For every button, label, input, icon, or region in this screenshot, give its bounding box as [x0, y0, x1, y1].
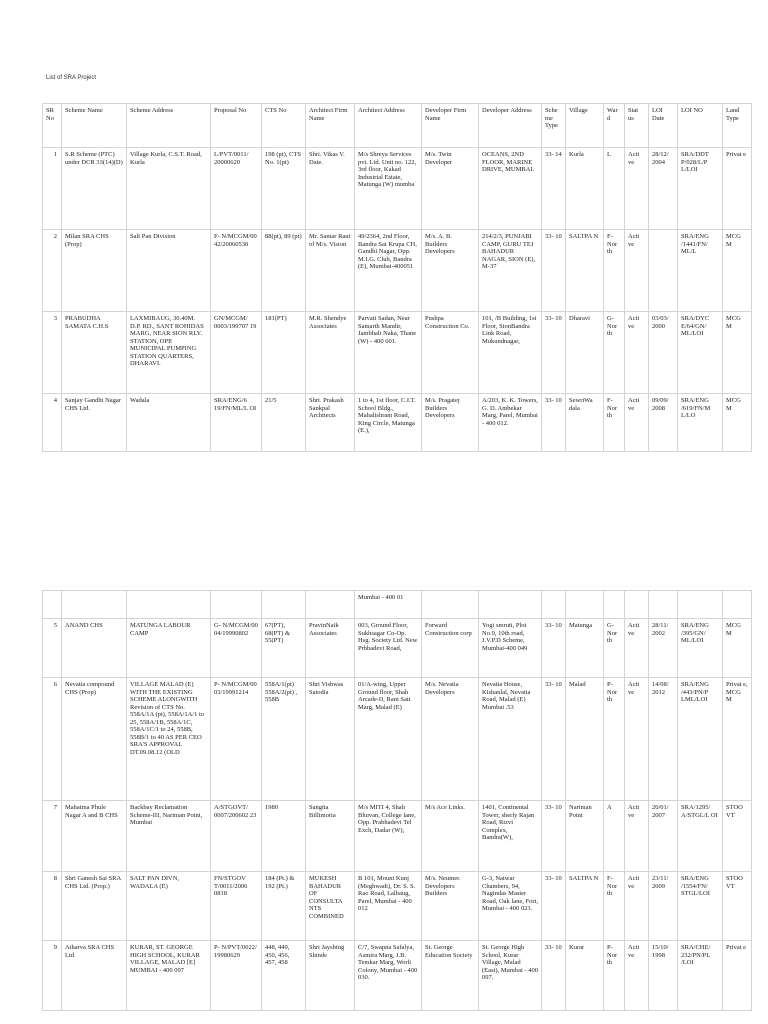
cell-proposal-no: GN/MCGM/ 0003/199707 19 — [211, 312, 262, 394]
cell-proposal-no: P- N/PVT/0022/ 19980629 — [211, 941, 262, 1011]
cell-sr: 3 — [43, 312, 62, 394]
cell-status: Acti ve — [625, 801, 649, 872]
cell-village: Malad — [566, 678, 604, 801]
cell-cts-no: 184 (Pt.) & 192 (Pt.) — [262, 872, 306, 941]
cell-land-type: MCG M — [723, 230, 752, 312]
cell-architect-address: 1 to 4, 1st floor, C.I.T. School Bldg., Mahalishram Road, King Circle, Matunga (E.), — [355, 394, 422, 452]
table-body-page-2 — [43, 591, 752, 1011]
cell-architect-firm: PravinNaik Associates — [306, 619, 355, 678]
cell-architect-firm: Shri Vishwas Satodia — [306, 678, 355, 801]
continuation-row — [43, 591, 752, 619]
cell-scheme-type: 33- 10 — [542, 619, 566, 678]
cell-scheme-name: Sanjay Gandhi Nagar CHS Ltd. — [62, 394, 127, 452]
cell-scheme-address: Wadala — [127, 394, 211, 452]
cell-architect-firm: M.R. Shendye Associates — [306, 312, 355, 394]
cell-loi-date: 03/03/ 2000 — [649, 312, 678, 394]
cell-proposal-no: G- N/MCGM/00 04/19990802 — [211, 619, 262, 678]
cell-cts-no: 21/5 — [262, 394, 306, 452]
cell-scheme-name: PRABUDHA SAMATA C.H.S — [62, 312, 127, 394]
header-scheme-address: Scheme Address — [127, 104, 211, 148]
sra-project-table-page-1 — [42, 103, 752, 452]
cell-developer-firm: M/s. Neumec Developers Builders — [422, 872, 479, 941]
cell-scheme-address: MATUNGA LABOUR CAMP — [127, 619, 211, 678]
cell-developer-firm: Forward Construction corp — [422, 619, 479, 678]
cell-architect-address: 01/A-wing, Upper Ground floor, Shah Arcade-II, Rani Sati Marg, Malad (E) — [355, 678, 422, 801]
cell-village: SewriWa dala — [566, 394, 604, 452]
cell-developer-address: G-3, Natwar Chambers, 94, Nagindas Master Road, Oak lane, Fort, Mumbai - 400 023. — [479, 872, 542, 941]
cell-architect-firm: Sangita Billimoria — [306, 801, 355, 872]
cell-sr: 7 — [43, 801, 62, 872]
cell-scheme-type: 33- 10 — [542, 941, 566, 1011]
cell-scheme-name: Mahatma Phule Nagar A and B CHS — [62, 801, 127, 872]
cell-village: Kurla — [566, 148, 604, 230]
cell-scheme-address: KURAR, ST. GEORGE HIGH SCHOOL, KURAR VILLAGE, MALAD [E] MUMBAI - 400 097 — [127, 941, 211, 1011]
cell-cts-no: 1980 — [262, 801, 306, 872]
cell-proposal-no: L/PVT/0011/ 20000620 — [211, 148, 262, 230]
cell-proposal-no: F- N/MCGM/00 42/20060530 — [211, 230, 262, 312]
table-header-row — [43, 104, 752, 148]
cell-loi-no: SRA/DYC E/64/GN/ ML/LOI — [678, 312, 723, 394]
cell-developer-firm: M/s. Twin Developer — [422, 148, 479, 230]
cell-ward: G- Nor th — [604, 312, 625, 394]
cell-status: Acti ve — [625, 619, 649, 678]
cell-loi-date: 09/09/ 2008 — [649, 394, 678, 452]
cell-ward: F- Nor th — [604, 394, 625, 452]
cell-developer-address: 101, /B Building, 1st Floor, SionBandra Link Road, Mukundnagar, — [479, 312, 542, 394]
cell-scheme-type: 33- 10 — [542, 394, 566, 452]
cell-sr: 8 — [43, 872, 62, 941]
cell-architect-firm: Shri Jayshing Shinde — [306, 941, 355, 1011]
cell-land-type: MCG M — [723, 394, 752, 452]
cell-scheme-type: 33- 10 — [542, 678, 566, 801]
header-loi-no: LOI NO — [678, 104, 723, 148]
cell-proposal-no: A/STGOVT/ 0007/200602 23 — [211, 801, 262, 872]
cell-sr: 4 — [43, 394, 62, 452]
cell-status: Acti ve — [625, 394, 649, 452]
cell-land-type: Privat e — [723, 941, 752, 1011]
cell-loi-date: 28/12/ 2004 — [649, 148, 678, 230]
cell-loi-no: SRA/ENG /395/GN/ ML/LOI — [678, 619, 723, 678]
header-ward: War d — [604, 104, 625, 148]
cell-developer-address: Yogi smruti, Plot No.9, 10th road, J.V.P.D Scheme, Mumbai-400 049 — [479, 619, 542, 678]
cell-ward: F- Nor th — [604, 872, 625, 941]
cell-loi-date: 23/11/ 2009 — [649, 872, 678, 941]
cell-sr: 6 — [43, 678, 62, 801]
cell-loi-date: 20/01/ 2007 — [649, 801, 678, 872]
cell-scheme-address: Village Kurla, C.S.T. Road, Kurla — [127, 148, 211, 230]
cell-status: Acti ve — [625, 678, 649, 801]
cell-sr: 1 — [43, 148, 62, 230]
cell-village: Kurar — [566, 941, 604, 1011]
header-village: Village — [566, 104, 604, 148]
header-architect-address: Architect Address — [355, 104, 422, 148]
cell-ward: P- Nor th — [604, 678, 625, 801]
cell-developer-address: A/203, K. K. Towers, G. D. Ambekar Marg, Parel, Mumbai - 400 012. — [479, 394, 542, 452]
cell-proposal-no: P- N/MCGM/00 03/19991214 — [211, 678, 262, 801]
header-sr-no: SR No — [43, 104, 62, 148]
cell-loi-date: 14/08/ 2012 — [649, 678, 678, 801]
cell-loi-no: SRA/DDT P/028/L/P L/LOI — [678, 148, 723, 230]
cell-developer-firm: St. George Education Society — [422, 941, 479, 1011]
table-row — [43, 678, 752, 801]
cell-scheme-address: VILLAGE MALAD (E) WITH THE EXISTING SCHEME ALONGWITH Revision of CTS No. 558A/1A (pt), 558A/1A/1 to 25, 558A/1B, 558A/1C, 558A/1C/1 to 24, 558B, 558B/1 to 40 AS PER CEO SRA'S APPROVAL DT.09.08.12 (OLD — [127, 678, 211, 801]
table-row — [43, 312, 752, 394]
cell-loi-no: SRA/ENG /619/FN/M L/LO — [678, 394, 723, 452]
cell-loi-date: 15/10/ 1998 — [649, 941, 678, 1011]
cell-scheme-name: Nevatia compound CHS (Prop) — [62, 678, 127, 801]
cell-village: Matunga — [566, 619, 604, 678]
cell-scheme-address: Backbay Reclamation Scheme-III, Nariman Point, Mumbai — [127, 801, 211, 872]
cell-scheme-type: 33- 10 — [542, 872, 566, 941]
header-status: Stat us — [625, 104, 649, 148]
cell-ward: A — [604, 801, 625, 872]
continuation-text: Mumbai - 400 01 — [355, 591, 422, 619]
cell-sr: 5 — [43, 619, 62, 678]
cell-land-type: Privat e, MCG M — [723, 678, 752, 801]
cell-scheme-name: S.R Scheme (PTC) under DCR 33(14)(D) — [62, 148, 127, 230]
cell-architect-firm: Mr. Samar Raut of M/s. Vision — [306, 230, 355, 312]
cell-developer-address: 1401, Continental Tower, sherly Rajan Road, Rizvi Complex, Bandra(W), — [479, 801, 542, 872]
cell-scheme-name: ANAND CHS — [62, 619, 127, 678]
cell-architect-firm: Shri. Prakash Sankpal Architects — [306, 394, 355, 452]
cell-scheme-address: SALT PAN DIVN, WADALA (E) — [127, 872, 211, 941]
cell-architect-address: 49/2364, 2nd Floor, Bandra Sai Krupa CH, Gandhi Nagar, Opp. M.I.G. Club, Bandra (E), Mumbai-400051 — [355, 230, 422, 312]
cell-ward: L — [604, 148, 625, 230]
cell-scheme-name: Atharva SRA CHS Ltd — [62, 941, 127, 1011]
cell-scheme-name: Milan SRA CHS (Prop) — [62, 230, 127, 312]
cell-scheme-address: LAXMIBAUG, 30.40M. D.P. RD., SANT ROHIDAS MARG, NEAR SION RLY. STATION, OPP. MUNICIPAL PUMPING STATION QUARTERS, DHARAVI. — [127, 312, 211, 394]
header-cts-no: CTS No — [262, 104, 306, 148]
cell-ward: P- Nor th — [604, 941, 625, 1011]
cell-land-type: MCG M — [723, 312, 752, 394]
cell-scheme-type: 33- 10 — [542, 312, 566, 394]
cell-architect-firm: MUKESH BAHADUR OF CONSULTA NTS COMBINED — [306, 872, 355, 941]
header-loi-date: LOI Date — [649, 104, 678, 148]
cell-cts-no: 198 (pt), CTS No. 1(pt) — [262, 148, 306, 230]
table-body-page-1 — [43, 148, 752, 452]
sra-project-table-page-2 — [42, 590, 752, 1011]
table-row — [43, 941, 752, 1011]
cell-architect-address: B 101, Mount Kunj (Meghwadi), Dr. S. S. Rao Road, Lalbaug, Parel, Mumbai - 400 012 — [355, 872, 422, 941]
cell-scheme-type: 33- 10 — [542, 230, 566, 312]
cell-land-type: MCG M — [723, 619, 752, 678]
cell-developer-firm: Pushpa Construction Co. — [422, 312, 479, 394]
cell-architect-address: C/7, Swapna Safalya, Asmira Marg, J.B. Temkar Marg, Worli Colony, Mumbai - 400 030. — [355, 941, 422, 1011]
cell-land-type: STOO VT — [723, 801, 752, 872]
cell-scheme-type: 33- 14 — [542, 148, 566, 230]
header-scheme-name: Scheme Name — [62, 104, 127, 148]
cell-cts-no: 67(PT), 68(PT) & 55(PT) — [262, 619, 306, 678]
cell-village: SALTPA N — [566, 230, 604, 312]
header-architect-firm: Architect Firm Name — [306, 104, 355, 148]
cell-status: Acti ve — [625, 312, 649, 394]
table-row — [43, 619, 752, 678]
header-developer-address: Developer Address — [479, 104, 542, 148]
cell-loi-no: SRA/CHE/ 232/PN/PL /LOI — [678, 941, 723, 1011]
cell-status: Acti ve — [625, 872, 649, 941]
cell-cts-no: 448, 449, 450, 456, 457, 458 — [262, 941, 306, 1011]
table-row — [43, 801, 752, 872]
cell-loi-no: SRA/1295/ A/STGL/L OI — [678, 801, 723, 872]
cell-loi-date: 28/11/ 2002 — [649, 619, 678, 678]
cell-loi-no: SRA/ENG /1554/FN/ STGL/LOI — [678, 872, 723, 941]
cell-architect-firm: Shri. Vikas V. Date. — [306, 148, 355, 230]
cell-sr: 9 — [43, 941, 62, 1011]
cell-sr: 2 — [43, 230, 62, 312]
cell-proposal-no: SRA/ENG/6 19/FN/ML/L OI — [211, 394, 262, 452]
cell-cts-no: 181(PT) — [262, 312, 306, 394]
header-land-type: Land Type — [723, 104, 752, 148]
header-proposal-no: Proposal No — [211, 104, 262, 148]
cell-village: Dharavi — [566, 312, 604, 394]
cell-village: Nariman Point — [566, 801, 604, 872]
cell-architect-address: Parvati Sadan, Near Samarth Mandir, Jambhali Naka, Thane (W) - 400 601. — [355, 312, 422, 394]
cell-status: Acti ve — [625, 148, 649, 230]
cell-loi-date — [649, 230, 678, 312]
cell-developer-firm: M/s. Pragatej Builders Developers — [422, 394, 479, 452]
cell-scheme-name: Shri Ganesh Sai SRA CHS Ltd. (Prop.) — [62, 872, 127, 941]
table-row — [43, 230, 752, 312]
table-row — [43, 394, 752, 452]
cell-developer-firm: M/s. Nevatia Developers — [422, 678, 479, 801]
cell-ward: G- Nor th — [604, 619, 625, 678]
table-row — [43, 148, 752, 230]
cell-developer-address: 214/2/3, PUNJABI CAMP, GURU TEJ BAHADUR NAGAR, SION (E), M-37 — [479, 230, 542, 312]
cell-land-type: STOO VT — [723, 872, 752, 941]
cell-developer-address: OCEANS, 2ND FLOOR, MARINE DRIVE, MUMBAI. — [479, 148, 542, 230]
header-developer-firm: Developer Firm Name — [422, 104, 479, 148]
cell-village: SALTPA N — [566, 872, 604, 941]
cell-architect-address: M/s Shreya Services pvt. Ltd. Unit no. 122, 3rd floor, Kakad Industrial Estate, Matunga (W) mumba — [355, 148, 422, 230]
cell-loi-no: SRA/ENG /1441/FN/ ML/L — [678, 230, 723, 312]
table-row — [43, 872, 752, 941]
cell-status: Acti ve — [625, 941, 649, 1011]
cell-developer-firm: M/s Ace Links. — [422, 801, 479, 872]
cell-cts-no: 88(pt), 89 (pt) — [262, 230, 306, 312]
cell-developer-firm: M/s. A. B. Builders Developers — [422, 230, 479, 312]
document-caption: List of SRA Project — [46, 75, 97, 81]
cell-status: Acti ve — [625, 230, 649, 312]
cell-land-type: Privat e — [723, 148, 752, 230]
cell-developer-address: Nevatia House, Kishanlal, Nevatia Road, Malad (E) Mumbai .53 — [479, 678, 542, 801]
cell-proposal-no: FN/STGOV T/0011/2006 0818 — [211, 872, 262, 941]
cell-developer-address: St. George High School, Kurar Village, Malad (East), Mumbai - 400 097. — [479, 941, 542, 1011]
cell-architect-address: M/s MITI 4, Shah Bhuvan, College lane, Opp. Prabhadevi Tel Exch, Dadar (W), — [355, 801, 422, 872]
cell-architect-address: 003, Ground Floor, Sukhsagar Co-Op. Hsg. Society Ltd. New Prbhadevi Road, — [355, 619, 422, 678]
cell-scheme-address: Salt Pan Division — [127, 230, 211, 312]
cell-loi-no: SRA/ENG /443/PN/P LML/LOI — [678, 678, 723, 801]
header-scheme-type: Sche me Type — [542, 104, 566, 148]
cell-ward: F- Nor th — [604, 230, 625, 312]
cell-scheme-type: 33- 10 — [542, 801, 566, 872]
cell-cts-no: 558A/1(pt) 558A/2(pt) , 558B — [262, 678, 306, 801]
